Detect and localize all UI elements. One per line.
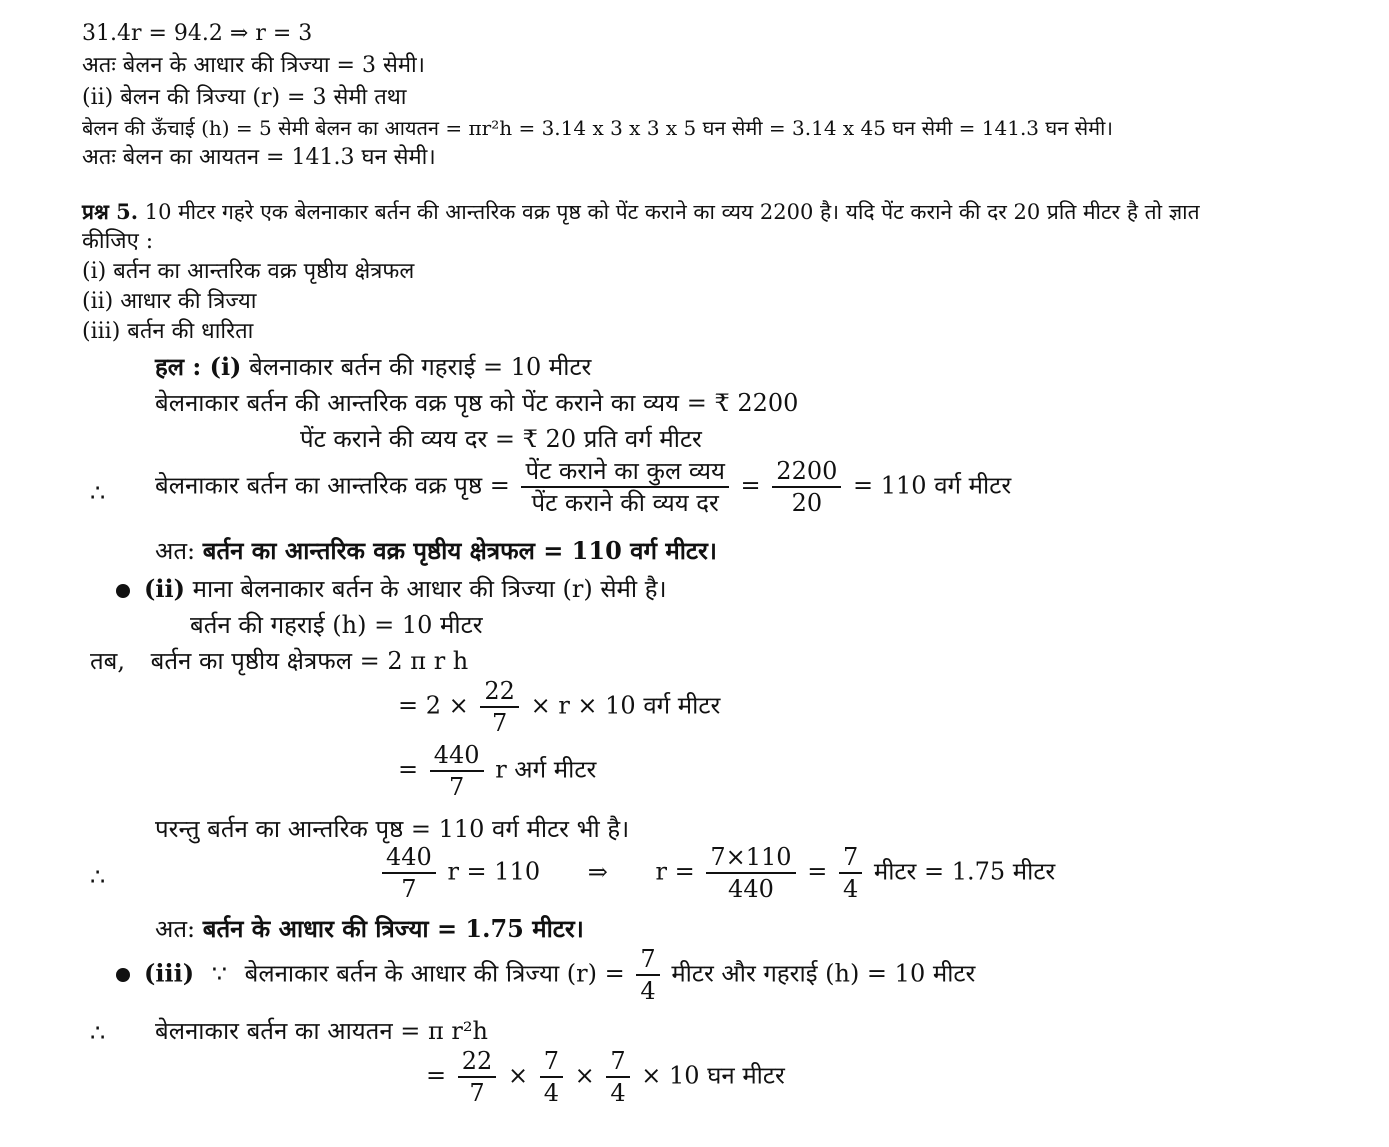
hence-prefix: अत: — [155, 915, 196, 943]
question-line-2: कीजिए : — [82, 229, 154, 254]
solution-line-7: बर्तन की गहराई (h) = 10 मीटर — [190, 611, 483, 639]
fraction-22-7 — [458, 1046, 497, 1108]
solution-line-5 — [155, 536, 717, 566]
fraction-numerator: पेंट कराने का कुल व्यय — [521, 456, 728, 488]
fraction-denominator: 4 — [640, 977, 656, 1005]
expr-part: r अर्ग मीटर — [495, 755, 597, 784]
equals-sign: = — [398, 755, 419, 784]
fraction-numerator: 2200 — [772, 456, 841, 488]
expr-part: मीटर और गहराई (h) = 10 मीटर — [671, 959, 976, 988]
radius-assumption: माना बेलनाकार बर्तन के आधार की त्रिज्या (r) सेमी है। — [192, 575, 667, 603]
expr-part: = 2 × — [398, 691, 469, 720]
fraction-numerator: 440 — [430, 740, 484, 772]
times-sign: × — [507, 1061, 529, 1090]
fraction-denominator: 440 — [728, 875, 774, 903]
bullet-icon — [116, 968, 130, 982]
question-text-1: 10 मीटर गहरे एक बेलनाकार बर्तन की आन्तरिक वक्र पृष्ठ को पेंट कराने का व्यय 2200 है। यदि पेंट कराने की दर 20 प्रति मीटर है तो ज्ञात — [144, 200, 1200, 224]
fraction-770-440 — [706, 842, 795, 904]
question-part-3: (iii) बर्तन की धारिता — [82, 319, 254, 344]
fraction-numerator: 7 — [606, 1046, 629, 1078]
intro-line-4: बेलन की ऊँचाई (h) = 5 सेमी बेलन का आयतन = πr²h = 3.14 x 3 x 3 x 5 घन सेमी = 3.14 x 45 घन सेमी = 141.3 घन सेमी। — [82, 116, 1113, 140]
fraction-numerator: 7×110 — [706, 842, 795, 874]
therefore-symbol-3: ∴ — [90, 1019, 106, 1047]
fraction-denominator: 7 — [449, 773, 465, 801]
question-line-1 — [82, 198, 1200, 226]
solution-line-3: पेंट कराने की व्यय दर = ₹ 20 प्रति वर्ग मीटर — [300, 425, 702, 453]
solution-line-6 — [116, 574, 667, 604]
fraction-440-7 — [382, 842, 436, 904]
solution-line-9 — [398, 676, 720, 738]
solution-line-11: परन्तु बर्तन का आन्तरिक पृष्ठ = 110 वर्ग मीटर भी है। — [155, 815, 630, 843]
fraction-7-4 — [636, 944, 659, 1006]
therefore-symbol-2: ∴ — [90, 863, 106, 891]
hal-label: हल : (i) — [155, 352, 242, 381]
answer-area: बर्तन का आन्तरिक वक्र पृष्ठीय क्षेत्रफल = 110 वर्ग मीटर। — [202, 536, 717, 565]
expr-part: मीटर = 1.75 मीटर — [873, 857, 1056, 886]
equals-sign: = — [807, 857, 828, 886]
fraction-denominator: 7 — [469, 1079, 485, 1107]
fraction-2200-20 — [772, 456, 841, 518]
fraction-7-4 — [606, 1046, 629, 1108]
fraction-7-4 — [540, 1046, 563, 1108]
times-sign: × — [574, 1061, 595, 1090]
solution-line-12 — [378, 842, 1055, 904]
area-result: = 110 वर्ग मीटर — [853, 471, 1012, 500]
expr-part: r = 110 — [447, 857, 541, 886]
intro-line-1: 31.4r = 94.2 ⇒ r = 3 — [82, 21, 313, 46]
solution-line-14 — [116, 944, 975, 1006]
surface-area-formula: बर्तन का पृष्ठीय क्षेत्रफल = 2 π r h — [150, 647, 469, 675]
fraction-numerator: 440 — [382, 842, 436, 874]
expr-part: × r × 10 वर्ग मीटर — [530, 691, 721, 720]
answer-radius: बर्तन के आधार की त्रिज्या = 1.75 मीटर। — [202, 914, 584, 943]
implies-arrow: ⇒ — [587, 857, 608, 886]
part-ii-label: (ii) — [144, 574, 185, 603]
intro-line-5: अतः बेलन का आयतन = 141.3 घन सेमी। — [82, 145, 436, 170]
solution-line-4 — [155, 456, 1011, 518]
fraction-cost-rate — [521, 456, 728, 518]
fraction-denominator: 7 — [401, 875, 417, 903]
solution-line-1 — [155, 352, 591, 382]
fraction-denominator: 4 — [610, 1079, 626, 1107]
fraction-22-7 — [480, 676, 519, 738]
part-iii-label: (iii) — [144, 958, 195, 988]
intro-line-2: अतः बेलन के आधार की त्रिज्या = 3 सेमी। — [82, 53, 426, 78]
fraction-denominator: 4 — [842, 875, 859, 903]
solution-line-13 — [155, 914, 584, 944]
question-part-2: (ii) आधार की त्रिज्या — [82, 289, 257, 314]
expr-part: × 10 घन मीटर — [641, 1061, 785, 1090]
bullet-icon — [116, 584, 130, 598]
area-lhs: बेलनाकार बर्तन का आन्तरिक वक्र पृष्ठ = — [155, 471, 510, 500]
fraction-denominator: 4 — [543, 1079, 559, 1107]
equals-sign: = — [740, 471, 761, 500]
fraction-denominator: 7 — [492, 709, 508, 737]
expr-part: r = — [655, 857, 695, 886]
because-symbol: ∵ — [211, 959, 227, 988]
question-part-1: (i) बर्तन का आन्तरिक वक्र पृष्ठीय क्षेत्रफल — [82, 259, 415, 284]
intro-line-3: (ii) बेलन की त्रिज्या (r) = 3 सेमी तथा — [82, 85, 407, 110]
depth-statement: बेलनाकार बर्तन की गहराई = 10 मीटर — [249, 353, 592, 381]
solution-line-10 — [398, 740, 596, 802]
fraction-denominator: 20 — [791, 489, 823, 517]
equals-sign: = — [426, 1061, 447, 1090]
fraction-7-4 — [839, 842, 862, 904]
solution-line-8 — [90, 646, 468, 676]
question-label: प्रश्न 5. — [82, 199, 139, 224]
solution-line-16 — [426, 1046, 785, 1108]
fraction-440-7 — [430, 740, 484, 802]
fraction-numerator: 7 — [540, 1046, 563, 1078]
fraction-numerator: 7 — [839, 842, 862, 874]
fraction-numerator: 22 — [458, 1046, 497, 1078]
fraction-numerator: 22 — [480, 676, 519, 708]
expr-part: बेलनाकार बर्तन के आधार की त्रिज्या (r) = — [244, 959, 625, 988]
hence-prefix: अत: — [155, 537, 196, 565]
solution-line-15: बेलनाकार बर्तन का आयतन = π r²h — [155, 1017, 488, 1045]
therefore-symbol-1: ∴ — [90, 479, 106, 507]
then-prefix: तब, — [90, 647, 126, 675]
fraction-denominator: पेंट कराने की व्यय दर — [531, 489, 719, 517]
solution-line-2: बेलनाकार बर्तन की आन्तरिक वक्र पृष्ठ को पेंट कराने का व्यय = ₹ 2200 — [155, 389, 799, 417]
fraction-numerator: 7 — [636, 944, 659, 976]
